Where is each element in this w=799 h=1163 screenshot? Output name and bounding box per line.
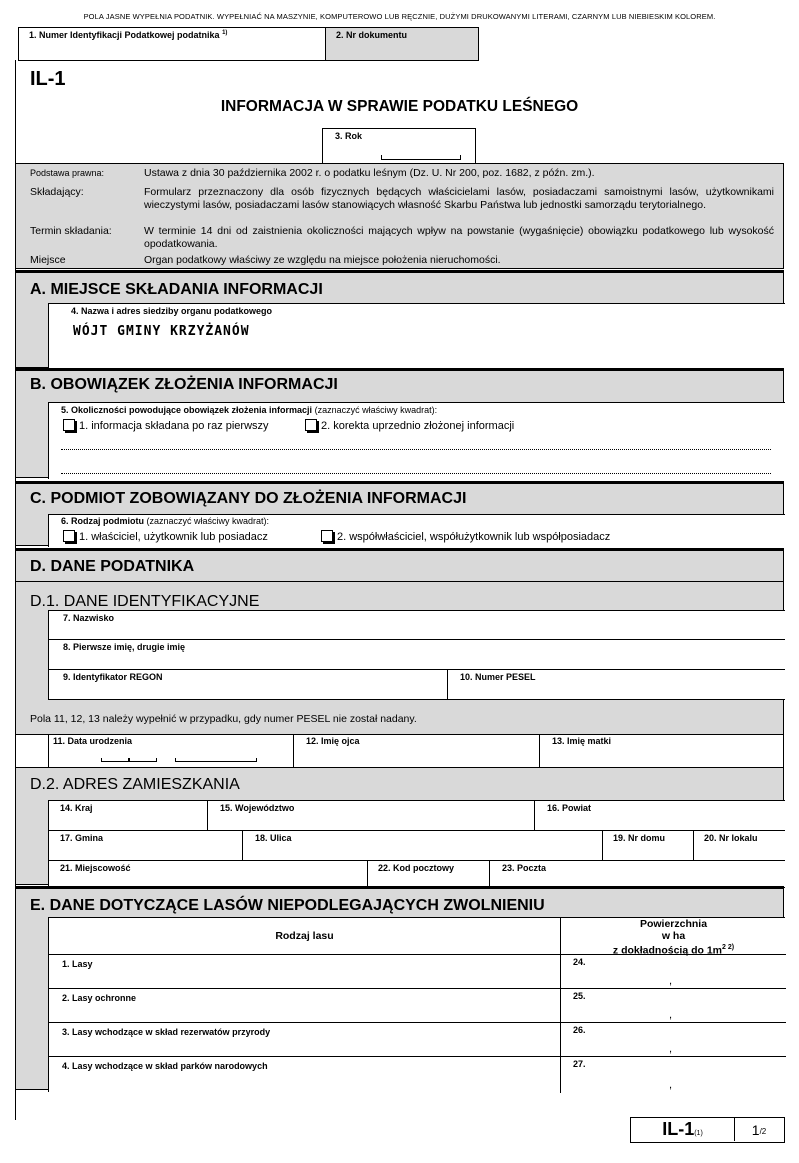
place-text: Organ podatkowy właściwy ze względu na miejsce położenia nieruchomości. (144, 254, 501, 266)
house-number-label: 19. Nr domu (613, 833, 666, 843)
deadline-label: Termin składania: (30, 225, 112, 237)
submitter-text: Formularz przeznaczony dla osób fizycznych będących właścicielami lasów, posiadaczami samoistnymi lasów, użytkownikami wieczystymi lasów, posiadaczami lasów stanowiących własność Skarbu Państwa lub jednostki samorządu terytorialnego. (144, 186, 774, 211)
footer-code: IL-1 (662, 1119, 695, 1139)
co-owner-option[interactable]: 2. współwłaściciel, współużytkownik lub współposiadacz (321, 530, 610, 543)
entity-type-label: 6. Rodzaj podmiotu (61, 516, 144, 526)
county-field[interactable] (535, 800, 785, 831)
checkbox-icon[interactable] (63, 419, 75, 431)
section-a (15, 270, 784, 368)
d2-title: D.2. ADRES ZAMIESZKANIA (30, 776, 240, 793)
year-field[interactable] (322, 128, 476, 164)
first-names-field[interactable] (48, 639, 785, 670)
regon-field[interactable] (48, 669, 448, 700)
section-e (15, 886, 784, 1090)
postal-code-label: 22. Kod pocztowy (378, 863, 455, 873)
birth-date-field[interactable] (48, 734, 294, 768)
nip-field[interactable] (18, 27, 326, 61)
deadline-text: W terminie 14 dni od zaistnienia okoliczności mających wpływ na powstanie (wygaśnięcie) obowiązku podatkowego lub wysokość opodatkowania. (144, 225, 774, 250)
city-label: 21. Miejscowość (60, 863, 131, 873)
section-c (15, 481, 784, 546)
street-label: 18. Ulica (255, 833, 292, 843)
park-forest-area-field[interactable]: 27. , (573, 1059, 673, 1091)
table-row: 2. Lasy ochronne (49, 989, 561, 1023)
house-number-field[interactable] (603, 830, 694, 861)
municipality-field[interactable] (48, 830, 243, 861)
circumstances-field (48, 402, 785, 479)
street-field[interactable] (243, 830, 603, 861)
entity-type-hint: (zaznaczyć właściwy kwadrat): (146, 516, 270, 526)
basis-text: Ustawa z dnia 30 października 2002 r. o podatku leśnym (Dz. U. Nr 200, poz. 1682, z późn. zm.). (144, 167, 595, 179)
pesel-field[interactable] (447, 669, 785, 700)
section-c-title: C. PODMIOT ZOBOWIĄZANY DO ZŁOŻENIA INFORMACJI (30, 490, 467, 507)
voivodeship-field[interactable] (208, 800, 535, 831)
country-field[interactable] (48, 800, 208, 831)
section-d (15, 548, 784, 885)
voivodeship-label: 15. Województwo (220, 803, 295, 813)
table-row: 3. Lasy wchodzące w skład rezerwatów przyrody (49, 1023, 561, 1057)
table-row: 1. Lasy (49, 955, 561, 989)
section-d-title: D. DANE PODATNIKA (30, 558, 195, 575)
flat-number-field[interactable] (694, 830, 785, 861)
section-b (15, 368, 784, 478)
tax-office-field[interactable] (48, 303, 785, 369)
forest-table (48, 917, 785, 1092)
reserve-forest-area-field[interactable]: 26. , (561, 1023, 786, 1057)
nip-label: 1. Numer Identyfikacji Podatkowej podatnika $^{1)}$ (29, 30, 228, 40)
entity-type-field (48, 514, 785, 547)
table-row: 4. Lasy wchodzące w skład parków narodowych (49, 1057, 561, 1093)
forest-type-header: Rodzaj lasu (49, 918, 561, 955)
checkbox-icon[interactable] (305, 419, 317, 431)
county-label: 16. Powiat (547, 803, 592, 813)
father-name-field[interactable] (294, 734, 540, 768)
form-title: INFORMACJA W SPRAWIE PODATKU LEŚNEGO (220, 98, 579, 115)
checkbox-icon[interactable] (321, 530, 333, 542)
document-number-label: 2. Nr dokumentu (336, 30, 408, 40)
checkbox-icon[interactable] (63, 530, 75, 542)
year-label: 3. Rok (335, 131, 363, 141)
father-name-label: 12. Imię ojca (306, 736, 360, 746)
owner-option[interactable]: 1. właściciel, użytkownik lub posiadacz (63, 530, 268, 543)
mother-name-label: 13. Imię matki (552, 736, 612, 746)
post-office-label: 23. Poczta (502, 863, 547, 873)
place-label: Miejsce (30, 254, 66, 266)
submitter-label: Składający: (30, 186, 84, 198)
surname-field[interactable] (48, 610, 785, 640)
area-header: Powierzchnia w ha z dokładnością do $1m^{2 2)}$ (561, 918, 786, 955)
top-note: POLA JASNE WYPEŁNIA PODATNIK. WYPEŁNIAĆ NA MASZYNIE, KOMPUTEROWO LUB RĘCZNIE, DUŻYMI DRUKOWANYMI LITERAMI, CZARNYM LUB NIEBIESKIM KOLOREM. (83, 12, 716, 21)
birth-date-label: 11. Data urodzenia (53, 736, 133, 746)
first-submission-option[interactable]: 1. informacja składana po raz pierwszy (63, 419, 269, 432)
legal-basis-block (15, 163, 784, 269)
circumstances-hint: (zaznaczyć właściwy kwadrat): (314, 405, 438, 415)
postal-code-field[interactable] (368, 860, 490, 888)
post-office-field[interactable] (490, 860, 785, 888)
basis-label: Podstawa prawna: (30, 168, 105, 178)
section-e-title: E. DANE DOTYCZĄCE LASÓW NIEPODLEGAJĄCYCH ZWOLNIENIU (30, 897, 545, 914)
tax-office-value: WÓJT GMINY KRZYŻANÓW (73, 324, 250, 339)
first-names-label: 8. Pierwsze imię, drugie imię (63, 642, 186, 652)
regon-label: 9. Identyfikator REGON (63, 672, 163, 682)
d1-title: D.1. DANE IDENTYFIKACYJNE (30, 593, 260, 610)
tax-office-label: 4. Nazwa i adres siedziby organu podatkowego (71, 306, 273, 316)
flat-number-label: 20. Nr lokalu (704, 833, 758, 843)
circumstances-label: 5. Okoliczności powodujące obowiązek złożenia informacji (61, 405, 313, 415)
section-a-title: A. MIEJSCE SKŁADANIA INFORMACJI (30, 281, 323, 298)
document-number-field (325, 27, 479, 61)
city-field[interactable] (48, 860, 368, 888)
forest-area-field[interactable]: 24. , (561, 955, 786, 989)
municipality-label: 17. Gmina (60, 833, 104, 843)
protective-forest-area-field[interactable]: 25. , (561, 989, 786, 1023)
section-b-title: B. OBOWIĄZEK ZŁOŻENIA INFORMACJI (30, 376, 338, 393)
footer-code-box: IL-1 (1) 1 /2 (630, 1117, 785, 1143)
pesel-label: 10. Numer PESEL (460, 672, 536, 682)
form-code: IL-1 (30, 68, 66, 90)
pesel-note: Pola 11, 12, 13 należy wypełnić w przypadku, gdy numer PESEL nie został nadany. (30, 713, 417, 725)
surname-label: 7. Nazwisko (63, 613, 115, 623)
country-label: 14. Kraj (60, 803, 93, 813)
page-number: 1 /2 (751, 1121, 767, 1138)
mother-name-field[interactable] (540, 734, 783, 768)
correction-option[interactable]: 2. korekta uprzednio złożonej informacji (305, 419, 514, 432)
